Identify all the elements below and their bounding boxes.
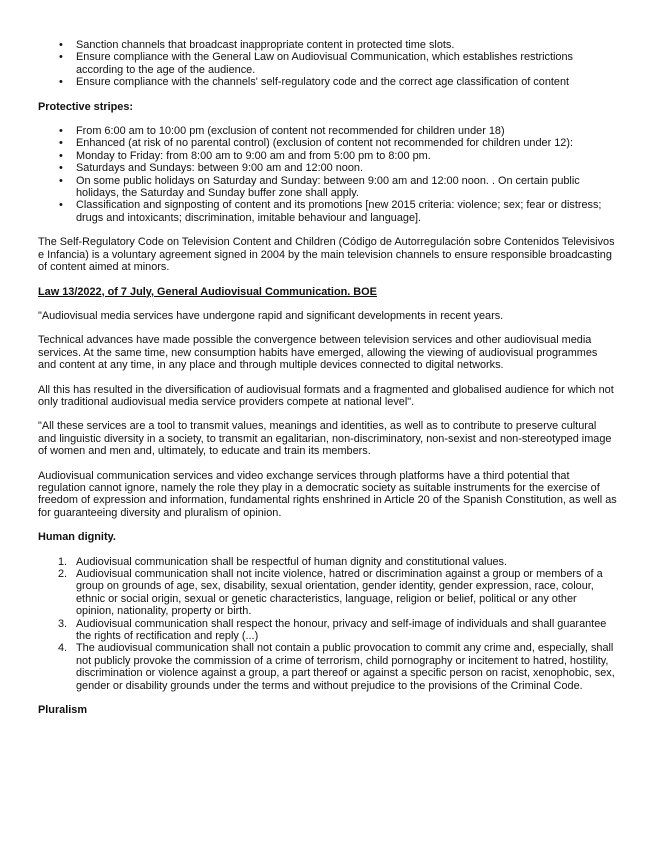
list-item: • Ensure compliance with the General Law on Audiovisual Communication, which establishes restrictions according to the age of the audience.: [76, 51, 617, 76]
protective-bullet-list: [76, 125, 617, 224]
list-item: [58, 568, 617, 618]
list-item: [58, 617, 617, 643]
list-item: • Ensure compliance with the channels' self-regulatory code and the correct age classification of content: [76, 76, 617, 88]
list-item: • Saturdays and Sundays: between 9:00 am and 12:00 noon.: [76, 162, 617, 174]
law-paragraph: All this has resulted in the diversification of audiovisual formats and a fragmented and globalised audience for which not only traditional audiovisual media service providers compete at national level".: [38, 383, 614, 408]
list-item: • Enhanced (at risk of no parental control) (exclusion of content not recommended for children under 12):: [76, 137, 617, 149]
protective-stripes-heading: Protective stripes:: [38, 100, 134, 113]
self-regulatory-paragraph: The Self-Regulatory Code on Television Content and Children (Código de Autorregulación sobre Contenidos Televisivos e Infancia) is a voluntary agreement signed in 2004 by the main television channels to ensure responsible broadcasting of content aimed at minors.: [38, 236, 615, 274]
law-paragraph: Technical advances have made possible the convergence between television services and other audiovisual media services. At the same time, new consumption habits have emerged, allowing the viewing of audiovisual programmes and content at any time, in any place and through multiple devices connected to digital networks.: [38, 334, 598, 372]
list-number: 3.: [58, 617, 68, 630]
list-item: [58, 555, 617, 568]
human-dignity-heading: Human dignity.: [38, 531, 116, 544]
law-paragraph: "Audiovisual media services have undergone rapid and significant developments in recent years.: [38, 309, 504, 322]
law-paragraph: Audiovisual communication services and video exchange services through platforms have a third potential that regulation cannot ignore, namely the role they play in a democratic society as suitable instruments for the exercise of freedom of expression and information, fundamental rights enshrined in Article 20 of the Spanish Constitution, as well as for guaranteeing diversity and pluralism of opinion.: [38, 469, 617, 519]
list-item: • On some public holidays on Saturday and Sunday: between 9:00 am and 12:00 noon. . On certain public holidays, the Saturday and Sunday buffer zone shall apply.: [76, 175, 617, 200]
list-number: 1.: [58, 555, 68, 568]
list-item: • Classification and signposting of content and its promotions [new 2015 criteria: violence; sex; fear or distress; drugs and intoxicants; discrimination, imitable behaviour and language].: [76, 199, 617, 224]
law-paragraph: "All these services are a tool to transmit values, meanings and identities, as well as to contribute to preserve cultural and linguistic diversity in a society, to transmit an egalitarian, non-discriminatory, non-sexist and non-stereotyped image of women and men and, ultimately, to educate and train its members.: [38, 420, 612, 458]
pluralism-heading: Pluralism: [38, 704, 88, 717]
dignity-numbered-list: [58, 555, 617, 692]
list-item-text: Audiovisual communication shall respect the honour, privacy and self-image of individuals and shall guarantee the rights of rectification and reply (...): [76, 617, 607, 643]
list-number: 2.: [58, 568, 68, 580]
intro-bullet-list: [76, 39, 617, 89]
list-item-text: The audiovisual communication shall not contain a public provocation to commit any crime and, especially, shall not publicly provoke the commission of a crime of terrorism, child pornography or incitement to hatred, hostility, discrimination or violence against a group, a part thereof or against a specific person on racist, xenophobic, sex, gender or disability grounds under the terms and without prejudice to the provisions of the Criminal Code.: [76, 642, 615, 692]
list-item: • Sanction channels that broadcast inappropriate content in protected time slots.: [76, 39, 617, 51]
list-item: • Monday to Friday: from 8:00 am to 9:00 am and from 5:00 pm to 8:00 pm.: [76, 150, 617, 162]
law-title: Law 13/2022, of 7 July, General Audiovisual Communication. BOE: [38, 285, 377, 298]
list-item: [58, 642, 617, 692]
list-item-text: Audiovisual communication shall not incite violence, hatred or discrimination against a group or members of a group on grounds of age, sex, disability, sexual orientation, gender identity, gender expression, race, colour, ethnic or social origin, sexual or genetic characteristics, language, religion or belief, political or any other opinion, nationality, property or birth.: [76, 568, 603, 618]
list-item: • From 6:00 am to 10:00 pm (exclusion of content not recommended for children under 18): [76, 125, 617, 137]
list-item-text: Audiovisual communication shall be respectful of human dignity and constitutional values.: [76, 555, 508, 568]
list-number: 4.: [58, 642, 68, 655]
